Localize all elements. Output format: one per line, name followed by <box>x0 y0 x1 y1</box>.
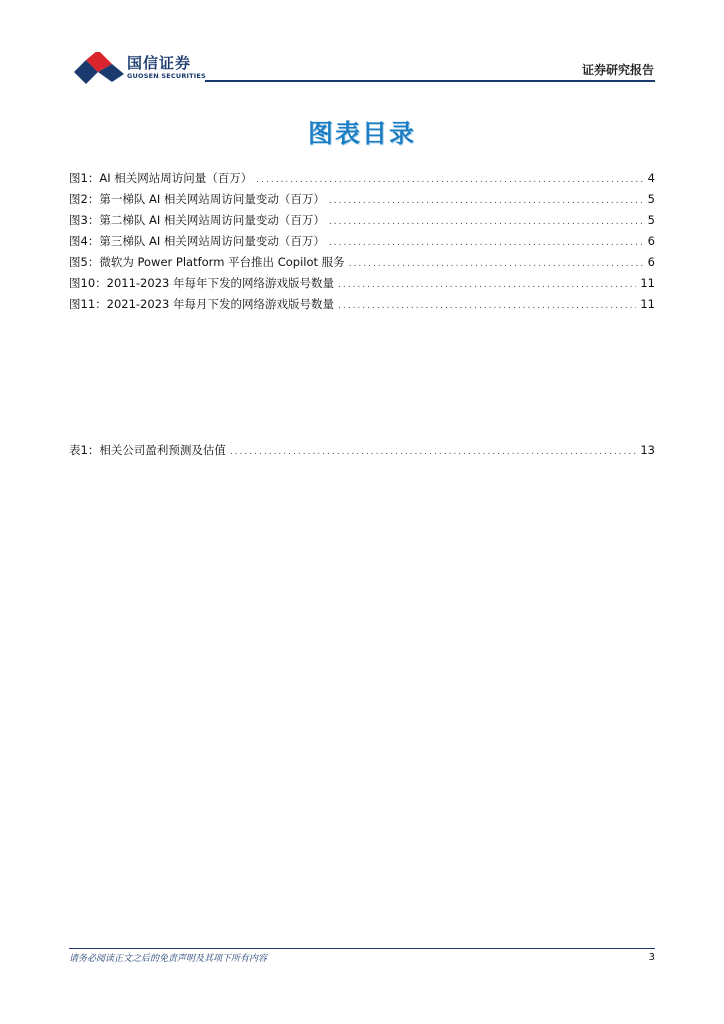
header-divider <box>205 80 655 82</box>
toc-entry-table1[interactable] <box>69 440 655 461</box>
footer-divider <box>69 948 655 949</box>
toc-entry-fig3[interactable] <box>69 210 655 231</box>
toc-entry-fig2[interactable] <box>69 189 655 210</box>
entry-title: 2011-2023 年每年下发的网络游戏版号数量 <box>106 276 334 290</box>
entry-label: 图11： <box>69 297 107 311</box>
toc-entry-fig5[interactable] <box>69 252 655 273</box>
dot-leader <box>329 191 644 212</box>
entry-label: 图5： <box>69 255 100 269</box>
toc-entry-fig1[interactable] <box>69 168 655 189</box>
entry-title: 2021-2023 年每月下发的网络游戏版号数量 <box>106 297 334 311</box>
entry-label: 表1： <box>69 443 100 457</box>
entry-page: 5 <box>647 213 655 227</box>
entry-title: AI 相关网站周访问量（百万） <box>99 171 253 185</box>
dot-leader <box>256 170 643 191</box>
entry-label: 图10： <box>69 276 107 290</box>
entry-page: 11 <box>640 297 655 311</box>
toc-entry-fig10[interactable] <box>69 273 655 294</box>
brand-name: 国信证券 <box>127 54 192 72</box>
toc-entry-fig4[interactable] <box>69 231 655 252</box>
page-header <box>0 0 724 90</box>
entry-page: 6 <box>647 255 655 269</box>
page-number: 3 <box>648 952 655 963</box>
dot-leader <box>230 442 637 463</box>
dot-leader <box>338 275 636 296</box>
entry-title: 第一梯队 AI 相关网站周访问量变动（百万） <box>99 192 325 206</box>
entry-title: 第三梯队 AI 相关网站周访问量变动（百万） <box>99 234 325 248</box>
table-list <box>69 440 655 461</box>
entry-page: 6 <box>647 234 655 248</box>
figure-list <box>69 168 655 315</box>
toc-entry-fig11[interactable] <box>69 294 655 315</box>
entry-label: 图3： <box>69 213 100 227</box>
brand-name-en: GUOSEN SECURITIES <box>127 72 206 80</box>
entry-page: 5 <box>647 192 655 206</box>
dot-leader <box>329 233 644 254</box>
entry-title: 微软为 Power Platform 平台推出 Copilot 服务 <box>99 255 345 269</box>
dot-leader <box>329 212 644 233</box>
entry-title: 第二梯队 AI 相关网站周访问量变动（百万） <box>99 213 325 227</box>
page-title: 图表目录 <box>307 119 416 148</box>
guosen-logo-icon <box>72 52 126 84</box>
entry-page: 4 <box>647 171 655 185</box>
dot-leader <box>338 296 636 317</box>
entry-page: 13 <box>640 443 655 457</box>
report-type: 证券研究报告 <box>581 63 654 77</box>
disclaimer-note: 请务必阅读正文之后的免责声明及其项下所有内容 <box>69 954 268 964</box>
entry-label: 图4： <box>69 234 100 248</box>
entry-label: 图2： <box>69 192 100 206</box>
entry-title: 相关公司盈利预测及估值 <box>99 443 226 457</box>
dot-leader <box>349 254 644 275</box>
entry-page: 11 <box>640 276 655 290</box>
entry-label: 图1： <box>69 171 100 185</box>
